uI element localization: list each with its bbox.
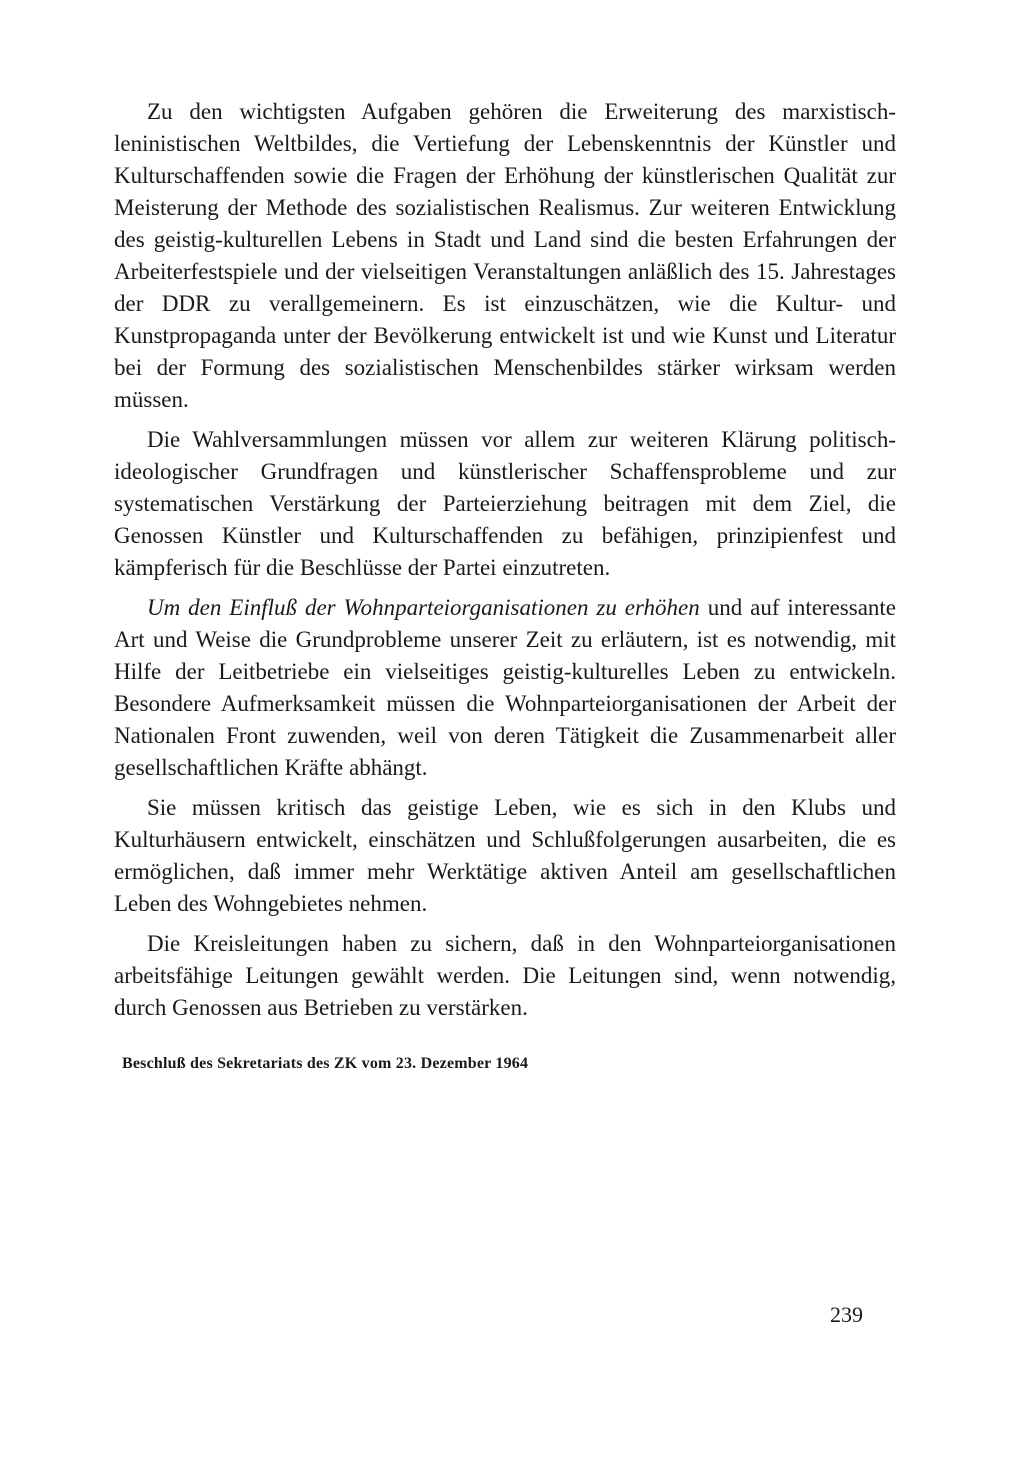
body-text	[114, 96, 896, 1032]
paragraph-2	[114, 424, 896, 584]
paragraph-1	[114, 96, 896, 416]
paragraph-3	[114, 592, 896, 784]
paragraph-1-text: Zu den wichtigsten Aufgaben gehören die Erweiterung des marxistisch-leninistischen Weltbildes, die Vertiefung der Lebenskenntnis der Künstler und Kulturschaffenden sowie die Fragen der Erhöhung der künstlerischen Qualität zur Meisterung der Methode des sozialistischen Realismus. Zur weiteren Entwicklung des geistig-kulturellen Lebens in Stadt und Land sind die besten Erfahrungen der Arbeiterfestspiele und der vielseitigen Veranstaltungen anläßlich des 15. Jahrestages der DDR zu verallgemeinern. Es ist einzuschätzen, wie die Kultur- und Kunstpropaganda unter der Bevölkerung entwickelt ist und wie Kunst und Literatur bei der Formung des sozialistischen Menschenbildes stärker wirksam werden müssen.	[114, 99, 896, 412]
paragraph-4	[114, 792, 896, 920]
paragraph-3-text: und auf interessante Art und Weise die Grundprobleme unserer Zeit zu erläutern, ist es notwendig, mit Hilfe der Leitbetriebe ein vielseitiges geistig-kulturelles Leben zu entwickeln. Besondere Aufmerksamkeit müssen die Wohnparteiorganisationen der Arbeit der Nationalen Front zuwenden, weil von deren Tätigkeit die Zusammenarbeit aller gesellschaftlichen Kräfte abhängt.	[114, 595, 896, 780]
paragraph-2-text: Die Wahlversammlungen müssen vor allem zur weiteren Klärung politisch-ideologischer Grundfragen und künstlerischer Schaffensprobleme und zur systematischen Verstärkung der Parteierziehung beitragen mit dem Ziel, die Genossen Künstler und Kulturschaffenden zu befähigen, prinzipienfest und kämpferisch für die Beschlüsse der Partei einzutreten.	[114, 427, 896, 580]
paragraph-5-text: Die Kreisleitungen haben zu sichern, daß in den Wohnparteiorganisationen arbeitsfähige Leitungen gewählt werden. Die Leitungen sind, wenn notwendig, durch Genossen aus Betrieben zu verstärken.	[114, 931, 896, 1020]
source-note: Beschluß des Sekretariats des ZK vom 23. Dezember 1964	[122, 1055, 529, 1072]
paragraph-3-italic-lead: Um den Einfluß der Wohnparteiorganisationen zu erhöhen	[147, 595, 700, 620]
paragraph-5	[114, 928, 896, 1024]
paragraph-4-text: Sie müssen kritisch das geistige Leben, wie es sich in den Klubs und Kulturhäusern entwickelt, einschätzen und Schlußfolgerungen ausarbeiten, die es ermöglichen, daß immer mehr Werktätige aktiven Anteil am gesellschaftlichen Leben des Wohngebietes nehmen.	[114, 795, 896, 916]
page-number: 239	[830, 1302, 863, 1327]
